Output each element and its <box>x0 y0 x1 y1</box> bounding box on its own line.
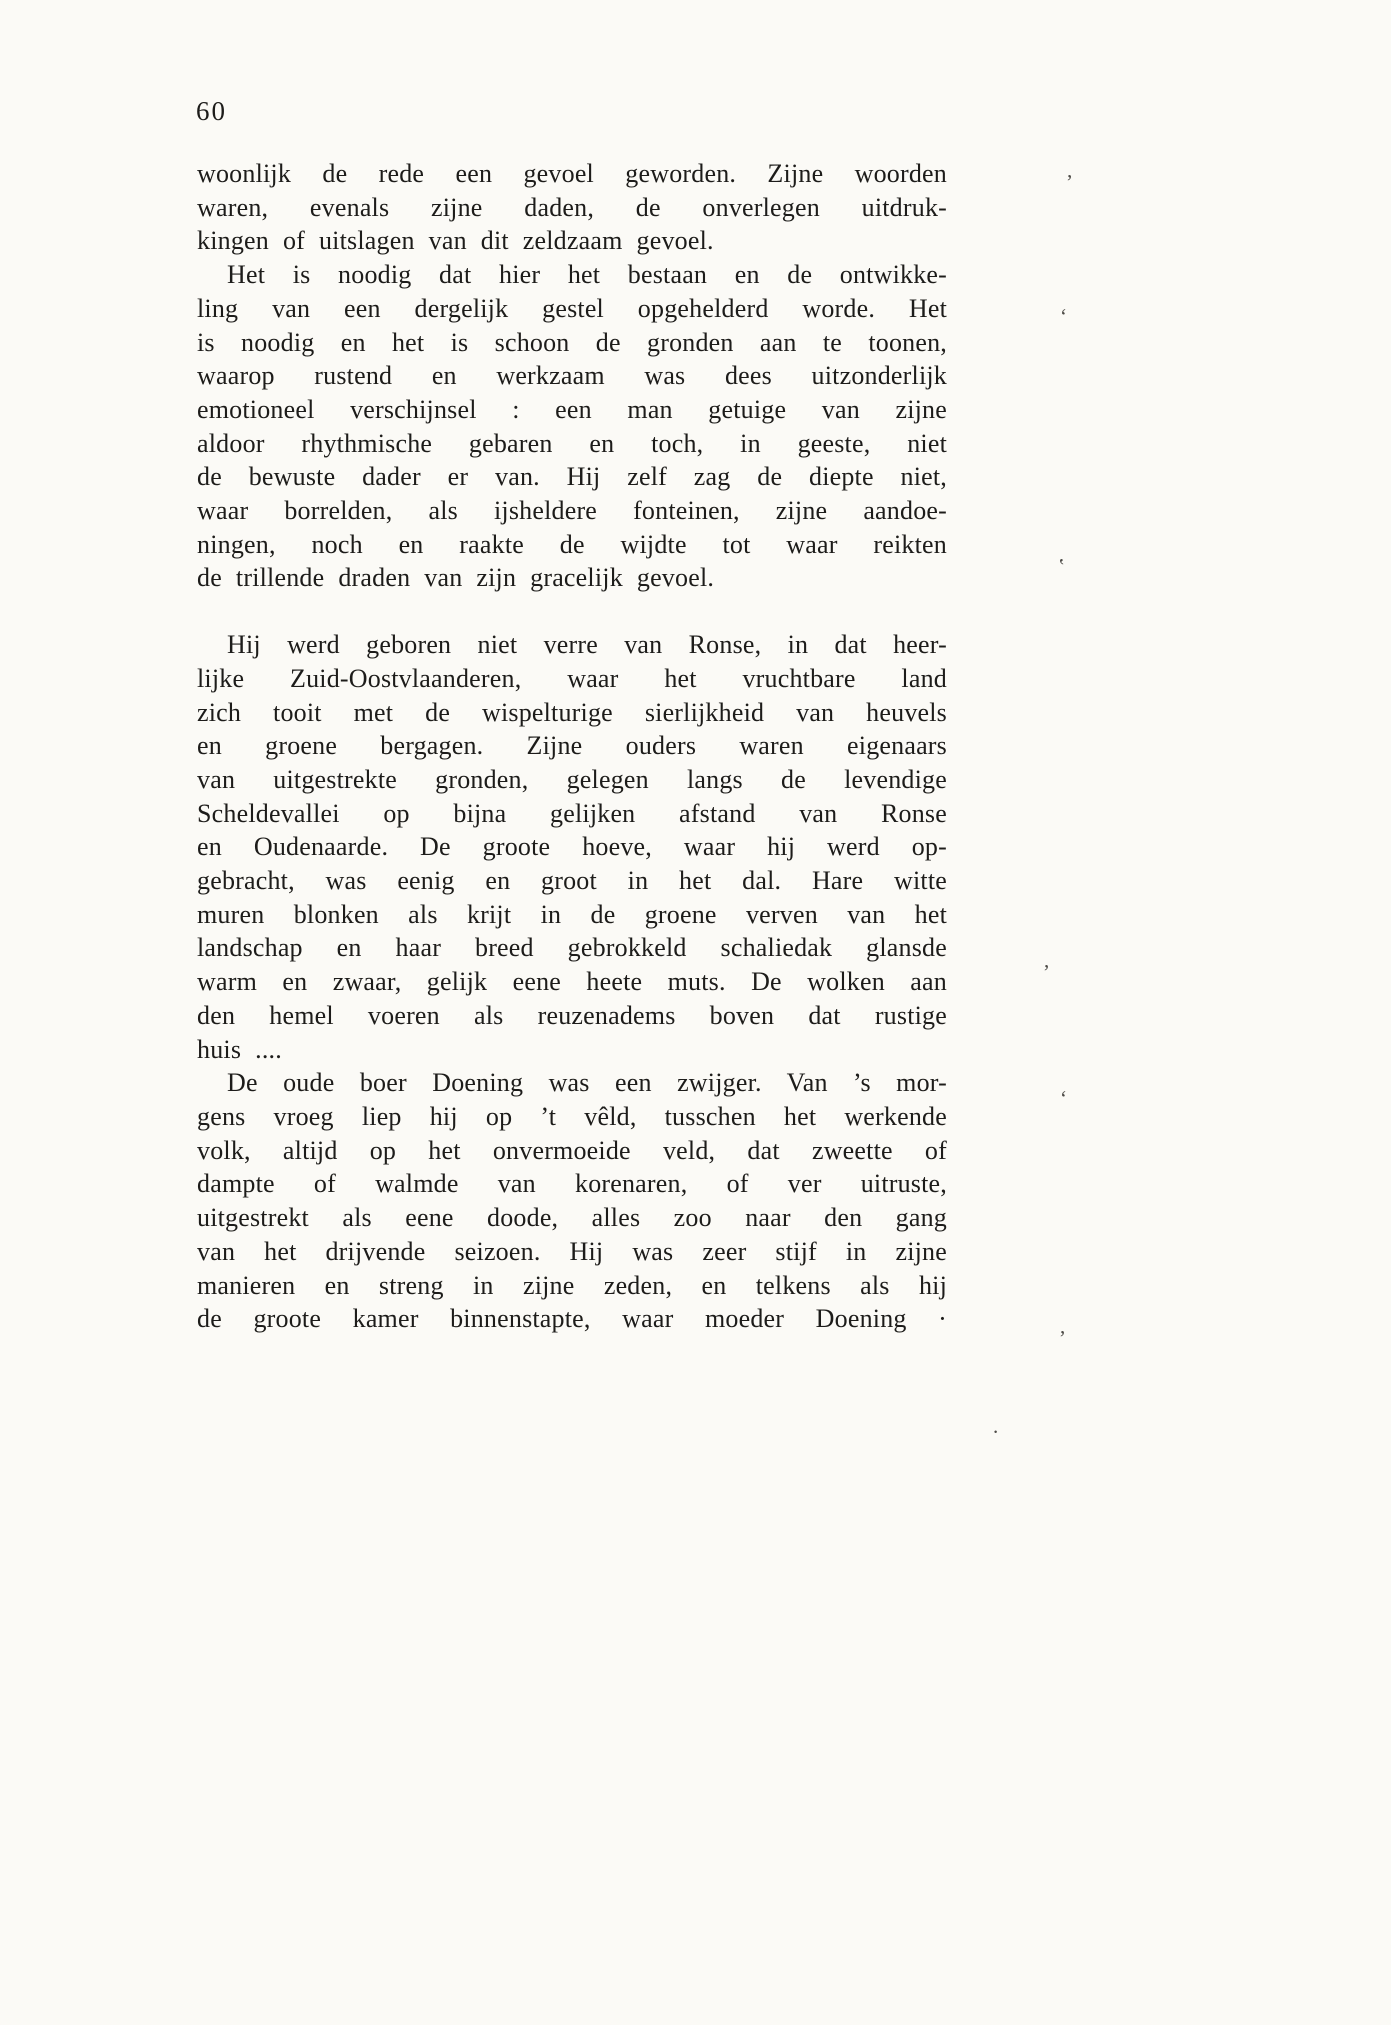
scan-artifact-mark: , <box>1044 948 1050 972</box>
text-line: ningen, noch en raakte de wijdte tot waar reikten <box>197 529 947 559</box>
text-line: muren blonken als krijt in de groene verven van het <box>197 899 947 929</box>
text-line: Het is noodig dat hier het bestaan en de ontwikke- <box>227 260 947 290</box>
paragraph <box>197 258 947 595</box>
scan-artifact-mark: ʼ <box>1066 170 1073 194</box>
text-line: landschap en haar breed gebrokkeld schaliedak glansde <box>197 933 947 963</box>
paragraph <box>197 157 947 258</box>
text-line: De oude boer Doening was een zwijger. Van ’s mor- <box>227 1068 947 1098</box>
text-block <box>197 157 947 1336</box>
text-line: waar borrelden, als ijsheldere fonteinen, zijne aandoe- <box>197 496 947 526</box>
scan-artifact-mark: ʻ <box>1060 1086 1067 1110</box>
text-line: is noodig en het is schoon de gronden aan te toonen, <box>197 327 947 357</box>
text-line: volk, altijd op het onvermoeide veld, dat zweette of <box>197 1135 947 1165</box>
text-line: zich tooit met de wispelturige sierlijkheid van heuvels <box>197 697 947 727</box>
text-line: de bewuste dader er van. Hij zelf zag de diepte niet, <box>197 462 947 492</box>
scan-artifact-mark: ʻ <box>1060 304 1067 328</box>
text-line: uitgestrekt als eene doode, alles zoo naar den gang <box>197 1203 947 1233</box>
text-line: woonlijk de rede een gevoel geworden. Zijne woorden <box>197 159 947 188</box>
scan-artifact-mark: . <box>993 1414 999 1438</box>
text-line: Scheldevallei op bijna gelijken afstand van Ronse <box>197 798 947 828</box>
scan-artifact-mark: , <box>1060 1314 1066 1338</box>
paragraph <box>197 1066 947 1336</box>
text-line: van uitgestrekte gronden, gelegen langs de levendige <box>197 764 947 794</box>
text-line: aldoor rhythmische gebaren en toch, in geeste, niet <box>197 428 947 458</box>
text-line: lijke Zuid-Oostvlaanderen, waar het vruchtbare land <box>197 663 947 693</box>
text-line: ling van een dergelijk gestel opgehelderd worde. Het <box>197 293 947 323</box>
text-line: de groote kamer binnenstapte, waar moeder Doening · <box>197 1304 947 1334</box>
text-line: waarop rustend en werkzaam was dees uitzonderlijk <box>197 361 947 391</box>
text-line: warm en zwaar, gelijk eene heete muts. De wolken aan <box>197 967 947 997</box>
text-line: dampte of walmde van korenaren, of ver uitruste, <box>197 1169 947 1199</box>
scan-artifact-mark: ʽ <box>1058 554 1065 578</box>
text-line: gebracht, was eenig en groot in het dal. Hare witte <box>197 866 947 896</box>
text-line: emotioneel verschijnsel : een man getuige van zijne <box>197 394 947 424</box>
text-line: huis .... <box>197 1034 282 1064</box>
text-line: waren, evenals zijne daden, de onverlegen uitdruk- <box>197 192 947 222</box>
text-line: en groene bergagen. Zijne ouders waren eigenaars <box>197 731 947 761</box>
text-line: kingen of uitslagen van dit zeldzaam gevoel. <box>197 226 714 256</box>
text-line: van het drijvende seizoen. Hij was zeer stijf in zijne <box>197 1236 947 1266</box>
page-number: 60 <box>196 96 227 126</box>
paragraph <box>197 628 947 1066</box>
text-line: de trillende draden van zijn gracelijk gevoel. <box>197 563 715 593</box>
text-line: en Oudenaarde. De groote hoeve, waar hij werd op- <box>197 832 947 862</box>
text-line: manieren en streng in zijne zeden, en telkens als hij <box>197 1270 947 1300</box>
text-line: gens vroeg liep hij op ’t vêld, tusschen het werkende <box>197 1101 947 1131</box>
text-line: den hemel voeren als reuzenadems boven dat rustige <box>197 1000 947 1030</box>
text-line: Hij werd geboren niet verre van Ronse, in dat heer- <box>227 630 947 660</box>
